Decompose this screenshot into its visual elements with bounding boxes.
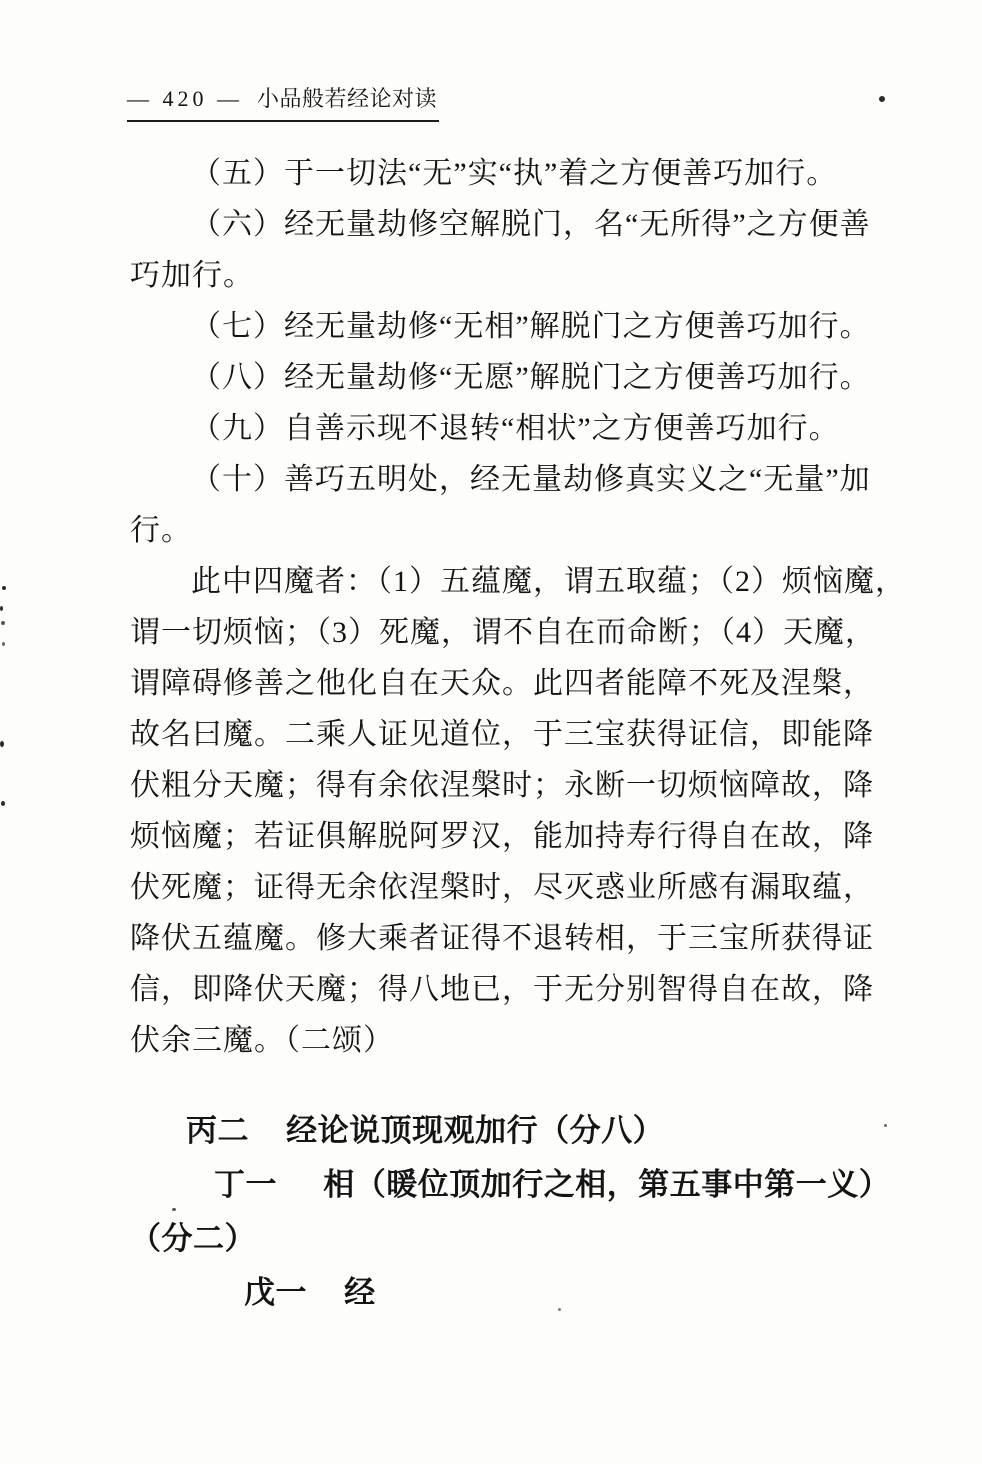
body-line: （六）经无量劫修空解脱门，名“无所得”之方便善 <box>191 208 871 241</box>
heading-label: 戊一 <box>244 1275 307 1310</box>
scan-speck <box>172 1208 176 1211</box>
heading-title: 相（暖位顶加行之相，第五事中第一义） <box>323 1167 891 1202</box>
page-number: — 420 — <box>127 86 243 111</box>
body-line: 伏余三魔。（二颂） <box>130 1024 394 1057</box>
outline-headings <box>130 1104 910 1320</box>
scan-speck <box>2 586 6 590</box>
scan-speck <box>0 606 3 611</box>
body-line: 故名曰魔。二乘人证见道位，于三宝获得证信，即能降 <box>130 718 874 751</box>
body-line: 谓一切烦恼；（3）死魔，谓不自在而命断；（4）天魔， <box>130 616 876 649</box>
body-line: 降伏五蕴魔。修大乘者证得不退转相，于三宝所获得证 <box>130 922 874 955</box>
body-line: 谓障碍修善之他化自在天众。此四者能障不死及涅槃， <box>130 667 874 700</box>
scan-speck <box>0 741 4 747</box>
heading-level-ding-wrap: （分二） <box>130 1221 256 1256</box>
body-line: 烦恼魔；若证俱解脱阿罗汉，能加持寿行得自在故，降 <box>130 820 874 853</box>
scan-speck <box>558 1308 561 1311</box>
heading-level-wu <box>130 1266 910 1320</box>
heading-level-ding <box>130 1158 910 1212</box>
heading-label: 丙二 <box>186 1113 249 1148</box>
body-line: （八）经无量劫修“无愿”解脱门之方便善巧加行。 <box>191 361 871 394</box>
scan-speck <box>879 96 885 102</box>
body-line: （五）于一切法“无”实“执”着之方便善巧加行。 <box>191 157 838 190</box>
body-line: （七）经无量劫修“无相”解脱门之方便善巧加行。 <box>191 310 871 343</box>
scan-speck <box>1 621 5 625</box>
heading-title: 经论说顶现观加行（分八） <box>286 1113 665 1148</box>
body-line: （九）自善示现不退转“相状”之方便善巧加行。 <box>191 412 840 445</box>
body-line: 信，即降伏天魔；得八地已，于无分别智得自在故，降 <box>130 973 874 1006</box>
body-line: （十）善巧五明处，经无量劫修真实义之“无量”加 <box>191 463 871 496</box>
scan-speck <box>1 801 5 806</box>
body-line: 行。 <box>130 514 192 547</box>
heading-label: 丁一 <box>214 1167 277 1202</box>
heading-title: 经 <box>344 1275 376 1310</box>
body-line: 伏死魔；证得无余依涅槃时，尽灭惑业所感有漏取蕴， <box>130 871 874 904</box>
scan-speck <box>884 1124 887 1127</box>
body-text <box>130 148 906 1066</box>
body-line: 伏粗分天魔；得有余依涅槃时；永断一切烦恼障故，降 <box>130 769 874 802</box>
body-line: 巧加行。 <box>130 259 254 292</box>
heading-level-bing <box>130 1104 910 1158</box>
book-title: 小品般若经论对读 <box>257 86 438 111</box>
page-header <box>127 82 439 122</box>
scan-speck <box>2 642 5 646</box>
body-line: 此中四魔者：（1）五蕴魔，谓五取蕴；（2）烦恼魔， <box>191 565 906 598</box>
